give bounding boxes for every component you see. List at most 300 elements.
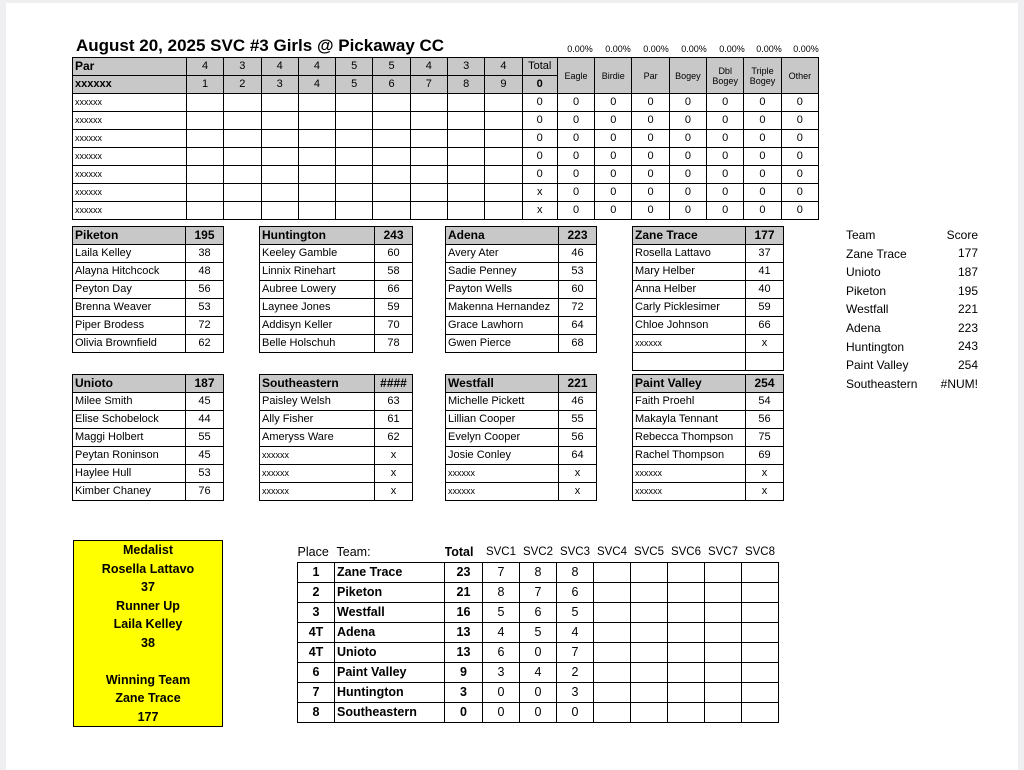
team-player-row: [73, 465, 224, 483]
stat-count: 0: [744, 202, 781, 220]
player-hole-row: [73, 94, 819, 112]
hole-score-cell[interactable]: [447, 166, 484, 184]
team-player-row: [446, 483, 597, 501]
svc-points: [668, 583, 705, 603]
team-score: 243: [375, 227, 413, 245]
hole-score-cell[interactable]: [186, 112, 223, 130]
summary-team: Unioto: [846, 265, 881, 280]
summary-score: 223: [957, 320, 978, 335]
player-score: 46: [559, 245, 597, 263]
hole-score-cell[interactable]: [261, 148, 298, 166]
team-player-row: [633, 353, 784, 371]
player-hole-row: [73, 184, 819, 202]
hole-score-cell[interactable]: [485, 166, 522, 184]
stat-count: 0: [557, 184, 594, 202]
summary-score: 187: [957, 264, 978, 279]
summary-score: 221: [957, 302, 978, 317]
svc-points: [668, 563, 705, 583]
player-score: 63: [375, 393, 413, 411]
summary-team: Paint Valley: [846, 358, 909, 373]
player-name: xxxxxx: [260, 447, 375, 465]
stat-count: 0: [781, 112, 818, 130]
hole-score-cell[interactable]: [298, 112, 335, 130]
svc-points: 7: [557, 643, 594, 663]
stat-count: 0: [595, 112, 632, 130]
hole-score-cell[interactable]: [336, 94, 373, 112]
hole-score-cell[interactable]: [373, 148, 410, 166]
team-player-row: [73, 447, 224, 465]
hole-score-cell[interactable]: [186, 202, 223, 220]
player-score: 46: [559, 393, 597, 411]
player-name: xxxxxx: [73, 112, 187, 130]
hole-score-cell[interactable]: [373, 166, 410, 184]
player-score: 55: [186, 429, 224, 447]
svc-points: [705, 643, 742, 663]
player-score: 60: [375, 245, 413, 263]
stat-count: 0: [557, 94, 594, 112]
player-name: Elise Schobelock: [73, 411, 186, 429]
award-line: 37: [141, 580, 155, 594]
svc-points: 2: [557, 663, 594, 683]
hole-score-cell[interactable]: [410, 130, 447, 148]
hole-score-cell[interactable]: [373, 184, 410, 202]
season-standings-table: [297, 543, 779, 723]
standings-row: [298, 703, 779, 723]
svc-points: [668, 703, 705, 723]
hole-score-cell[interactable]: [447, 202, 484, 220]
award-line: Winning Team: [105, 672, 191, 687]
stat-count: 0: [707, 130, 744, 148]
summary-team: Southeastern: [846, 376, 918, 391]
hole-par: 4: [186, 58, 223, 76]
player-total: 0: [522, 112, 557, 130]
player-name: xxxxxx: [73, 184, 187, 202]
stat-header: Triple Bogey: [744, 58, 781, 94]
player-name: Gwen Pierce: [446, 335, 559, 353]
svc-header: SVC1: [485, 546, 517, 558]
team-player-row: [633, 245, 784, 263]
svc-points: 6: [483, 643, 520, 663]
hole-score-cell[interactable]: [336, 148, 373, 166]
team-score: 254: [746, 375, 784, 393]
total: 13: [445, 623, 483, 643]
hole-score-cell[interactable]: [485, 148, 522, 166]
hole-par: 3: [224, 58, 261, 76]
team-player-row: [260, 483, 413, 501]
hole-score-cell[interactable]: [224, 202, 261, 220]
stat-count: 0: [707, 184, 744, 202]
team-name: Adena: [446, 227, 559, 245]
standings-row: [298, 563, 779, 583]
svc-points: 6: [520, 603, 557, 623]
team-player-row: [73, 263, 224, 281]
award-line: Rosella Lattavo: [101, 561, 195, 576]
stat-count: 0: [632, 112, 669, 130]
player-score: x: [746, 465, 784, 483]
hole-par: 5: [336, 58, 373, 76]
stat-count: 0: [669, 184, 706, 202]
hole-score-cell[interactable]: [447, 130, 484, 148]
hole-score-cell[interactable]: [410, 94, 447, 112]
svc-header: SVC6: [670, 546, 702, 558]
hole-score-cell[interactable]: [298, 166, 335, 184]
hole-score-cell[interactable]: [373, 202, 410, 220]
player-score: 54: [746, 393, 784, 411]
hole-number: 5: [336, 76, 373, 94]
hole-score-cell[interactable]: [261, 202, 298, 220]
player-name: Makayla Tennant: [633, 411, 746, 429]
award-line: 38: [141, 635, 155, 650]
player-name: Carly Picklesimer: [633, 299, 746, 317]
svc-points: 5: [557, 603, 594, 623]
svc-points: [594, 563, 631, 583]
player-score: x: [375, 447, 413, 465]
svc-points: 4: [557, 623, 594, 643]
player-name: Sadie Penney: [446, 263, 559, 281]
player-name: Belle Holschuh: [260, 335, 375, 353]
team-player-row: [446, 429, 597, 447]
team-player-row: [73, 483, 224, 501]
player-score: 62: [186, 335, 224, 353]
team-player-row: [73, 245, 224, 263]
player-name: Makenna Hernandez: [446, 299, 559, 317]
summary-score: #NUM!: [940, 376, 978, 391]
svc-points: [668, 663, 705, 683]
hole-number: 7: [410, 76, 447, 94]
stat-header: Other: [781, 58, 818, 94]
hole-score-cell[interactable]: [447, 148, 484, 166]
svc-points: 0: [483, 703, 520, 723]
stat-count: 0: [557, 202, 594, 220]
svc-points: 3: [557, 683, 594, 703]
stat-percent: 0.00%: [719, 44, 745, 54]
player-score: 56: [186, 281, 224, 299]
total: 21: [445, 583, 483, 603]
player-score: [746, 353, 784, 371]
player-name: xxxxxx: [73, 148, 187, 166]
player-score: 53: [186, 299, 224, 317]
team-player-row: [633, 317, 784, 335]
stat-count: 0: [781, 166, 818, 184]
svc-points: [742, 623, 779, 643]
team-player-row: [446, 335, 597, 353]
team-scorecard: [445, 374, 597, 501]
player-score: 45: [186, 393, 224, 411]
hole-score-cell[interactable]: [336, 112, 373, 130]
team-score: 221: [559, 375, 597, 393]
svc-points: 0: [557, 703, 594, 723]
hole-score-cell[interactable]: [447, 112, 484, 130]
summary-score: 195: [957, 283, 978, 298]
stat-header: Eagle: [557, 58, 594, 94]
player-score: 62: [375, 429, 413, 447]
hole-number: 9: [485, 76, 522, 94]
player-name: xxxxxx: [73, 130, 187, 148]
hole-score-cell[interactable]: [485, 94, 522, 112]
hole-score-cell[interactable]: [336, 130, 373, 148]
hole-score-cell[interactable]: [261, 130, 298, 148]
svc-points: [594, 703, 631, 723]
team-name: Zane Trace: [633, 227, 746, 245]
player-name: xxxxxx: [446, 465, 559, 483]
hole-score-cell[interactable]: [410, 202, 447, 220]
hole-score-cell[interactable]: [373, 130, 410, 148]
player-score: 45: [186, 447, 224, 465]
summary-score: 177: [957, 246, 978, 261]
player-hole-row: [73, 148, 819, 166]
hole-score-cell[interactable]: [224, 184, 261, 202]
player-name: xxxxxx: [633, 483, 746, 501]
stat-count: 0: [595, 184, 632, 202]
total: 0: [445, 703, 483, 723]
standings-row: [298, 643, 779, 663]
player-name: Anna Helber: [633, 281, 746, 299]
stat-percent: 0.00%: [643, 44, 669, 54]
hole-score-cell[interactable]: [186, 184, 223, 202]
svc-points: [742, 683, 779, 703]
place: 2: [298, 583, 335, 603]
hole-score-grid: [72, 57, 819, 220]
svc-header: SVC3: [559, 546, 591, 558]
stat-count: 0: [781, 148, 818, 166]
stat-count: 0: [744, 94, 781, 112]
team-player-row: [633, 465, 784, 483]
svc-points: 8: [557, 563, 594, 583]
stat-count: 0: [707, 148, 744, 166]
hole-score-cell[interactable]: [261, 166, 298, 184]
stat-count: 0: [632, 184, 669, 202]
player-score: 61: [375, 411, 413, 429]
hole-score-cell[interactable]: [485, 112, 522, 130]
summary-score: 243: [957, 339, 978, 354]
team-player-row: [446, 465, 597, 483]
team-name: Piketon: [73, 227, 186, 245]
player-score: 48: [186, 263, 224, 281]
awards-box: [73, 540, 223, 727]
team-player-row: [633, 411, 784, 429]
team-player-row: [446, 263, 597, 281]
player-score: 60: [559, 281, 597, 299]
team-player-row: [446, 281, 597, 299]
hole-score-cell[interactable]: [298, 94, 335, 112]
hole-score-cell[interactable]: [336, 184, 373, 202]
player-name: Laila Kelley: [73, 245, 186, 263]
svc-points: 4: [520, 663, 557, 683]
stat-count: 0: [669, 148, 706, 166]
hole-par: 4: [298, 58, 335, 76]
hole-par: 3: [447, 58, 484, 76]
svc-points: 8: [483, 583, 520, 603]
player-total: 0: [522, 130, 557, 148]
hole-score-cell[interactable]: [373, 94, 410, 112]
player-total: x: [522, 202, 557, 220]
svc-points: 0: [520, 683, 557, 703]
svc-points: 8: [520, 563, 557, 583]
team-name: Paint Valley: [633, 375, 746, 393]
award-line: Zane Trace: [115, 691, 181, 705]
stat-percent: 0.00%: [681, 44, 707, 54]
stat-count: 0: [669, 202, 706, 220]
svc-points: [668, 623, 705, 643]
standings-row: [298, 683, 779, 703]
team-player-row: [446, 447, 597, 465]
team: Paint Valley: [335, 663, 445, 683]
hole-score-cell[interactable]: [410, 166, 447, 184]
svc-points: [742, 643, 779, 663]
player-score: 78: [375, 335, 413, 353]
hole-par: 4: [485, 58, 522, 76]
team-name: Unioto: [73, 375, 186, 393]
summary-score-header: Score: [946, 227, 978, 242]
hole-score-cell[interactable]: [298, 184, 335, 202]
stat-count: 0: [781, 130, 818, 148]
svc-points: [705, 683, 742, 703]
hole-score-cell[interactable]: [298, 202, 335, 220]
summary-team: Westfall: [846, 302, 889, 317]
hole-number: 6: [373, 76, 410, 94]
summary-team: Piketon: [846, 283, 887, 298]
player-score: 68: [559, 335, 597, 353]
player-name: Peytan Roninson: [73, 447, 186, 465]
standings-row: [298, 583, 779, 603]
hole-score-cell[interactable]: [336, 166, 373, 184]
hole-score-cell[interactable]: [186, 166, 223, 184]
svc-points: [705, 703, 742, 723]
player-name: Keeley Gamble: [260, 245, 375, 263]
hole-score-cell[interactable]: [485, 130, 522, 148]
team-score: 223: [559, 227, 597, 245]
player-name: xxxxxx: [633, 335, 746, 353]
player-score: 72: [559, 299, 597, 317]
hole-score-cell[interactable]: [447, 184, 484, 202]
player-score: 53: [186, 465, 224, 483]
player-score: x: [375, 483, 413, 501]
stat-count: 0: [744, 130, 781, 148]
player-name: Rosella Lattavo: [633, 245, 746, 263]
stat-header: Par: [632, 58, 669, 94]
hole-score-cell[interactable]: [373, 112, 410, 130]
hole-score-cell[interactable]: [410, 184, 447, 202]
total-header: Total: [444, 545, 474, 559]
svc-points: 5: [483, 603, 520, 623]
hole-score-cell[interactable]: [224, 94, 261, 112]
team: Westfall: [335, 603, 445, 623]
team-player-row: [73, 317, 224, 335]
award-line: 177: [137, 709, 159, 724]
stat-count: 0: [744, 112, 781, 130]
player-name: xxxxxx: [633, 465, 746, 483]
hole-score-cell[interactable]: [261, 94, 298, 112]
svc-points: [668, 603, 705, 623]
svc-points: 3: [483, 663, 520, 683]
hole-score-cell[interactable]: [224, 148, 261, 166]
total: 9: [445, 663, 483, 683]
stat-count: 0: [707, 166, 744, 184]
svc-header: SVC8: [744, 546, 776, 558]
hole-score-cell[interactable]: [261, 112, 298, 130]
award-line: Laila Kelley: [113, 617, 183, 631]
hole-score-cell[interactable]: [298, 148, 335, 166]
svc-points: [594, 643, 631, 663]
svc-points: 0: [520, 643, 557, 663]
hole-score-cell[interactable]: [186, 130, 223, 148]
player-name: Haylee Hull: [73, 465, 186, 483]
team-player-row: [633, 263, 784, 281]
hole-score-cell[interactable]: [186, 94, 223, 112]
summary-team: Adena: [846, 320, 881, 335]
stat-count: 0: [781, 184, 818, 202]
player-name: Alayna Hitchcock: [73, 263, 186, 281]
team: Southeastern: [335, 703, 445, 723]
player-name: Chloe Johnson: [633, 317, 746, 335]
stat-count: 0: [781, 202, 818, 220]
stat-count: 0: [707, 112, 744, 130]
svc-points: [668, 683, 705, 703]
player-score: 75: [746, 429, 784, 447]
team-player-row: [260, 429, 413, 447]
player-score: 59: [746, 299, 784, 317]
hole-score-cell[interactable]: [485, 202, 522, 220]
player-name: Rachel Thompson: [633, 447, 746, 465]
hole-score-cell[interactable]: [224, 166, 261, 184]
stat-header: Dbl Bogey: [707, 58, 744, 94]
stat-count: 0: [632, 148, 669, 166]
team-player-row: [73, 281, 224, 299]
player-name: Payton Wells: [446, 281, 559, 299]
hole-score-cell[interactable]: [298, 130, 335, 148]
player-name: [633, 353, 746, 371]
team-player-row: [73, 393, 224, 411]
team: Unioto: [335, 643, 445, 663]
player-score: x: [559, 465, 597, 483]
team-player-row: [446, 393, 597, 411]
team-scorecard: [259, 226, 413, 353]
hole-score-cell[interactable]: [485, 184, 522, 202]
team: Adena: [335, 623, 445, 643]
hole-score-cell[interactable]: [186, 148, 223, 166]
award-line: Medalist: [122, 543, 173, 557]
award-line: Runner Up: [116, 598, 180, 613]
player-name: Piper Brodess: [73, 317, 186, 335]
place-header: Place: [297, 545, 329, 559]
stat-count: 0: [557, 112, 594, 130]
hole-score-cell[interactable]: [410, 112, 447, 130]
hole-score-cell[interactable]: [336, 202, 373, 220]
team-player-row: [633, 335, 784, 353]
player-score: x: [746, 483, 784, 501]
hole-score-cell[interactable]: [224, 130, 261, 148]
place: 3: [298, 603, 335, 623]
hole-total: 0: [522, 76, 557, 94]
hole-score-cell[interactable]: [224, 112, 261, 130]
player-hole-row: [73, 202, 819, 220]
player-name: Evelyn Cooper: [446, 429, 559, 447]
svc-points: 6: [557, 583, 594, 603]
place: 1: [298, 563, 335, 583]
team-scorecard: [259, 374, 413, 501]
svc-points: 4: [483, 623, 520, 643]
hole-score-cell[interactable]: [447, 94, 484, 112]
player-total: 0: [522, 148, 557, 166]
stat-count: 0: [669, 112, 706, 130]
hole-score-cell[interactable]: [410, 148, 447, 166]
team-score: 187: [186, 375, 224, 393]
stat-count: 0: [744, 148, 781, 166]
svc-header: SVC2: [522, 546, 554, 558]
player-total: 0: [522, 94, 557, 112]
team-player-row: [260, 447, 413, 465]
hole-score-cell[interactable]: [261, 184, 298, 202]
